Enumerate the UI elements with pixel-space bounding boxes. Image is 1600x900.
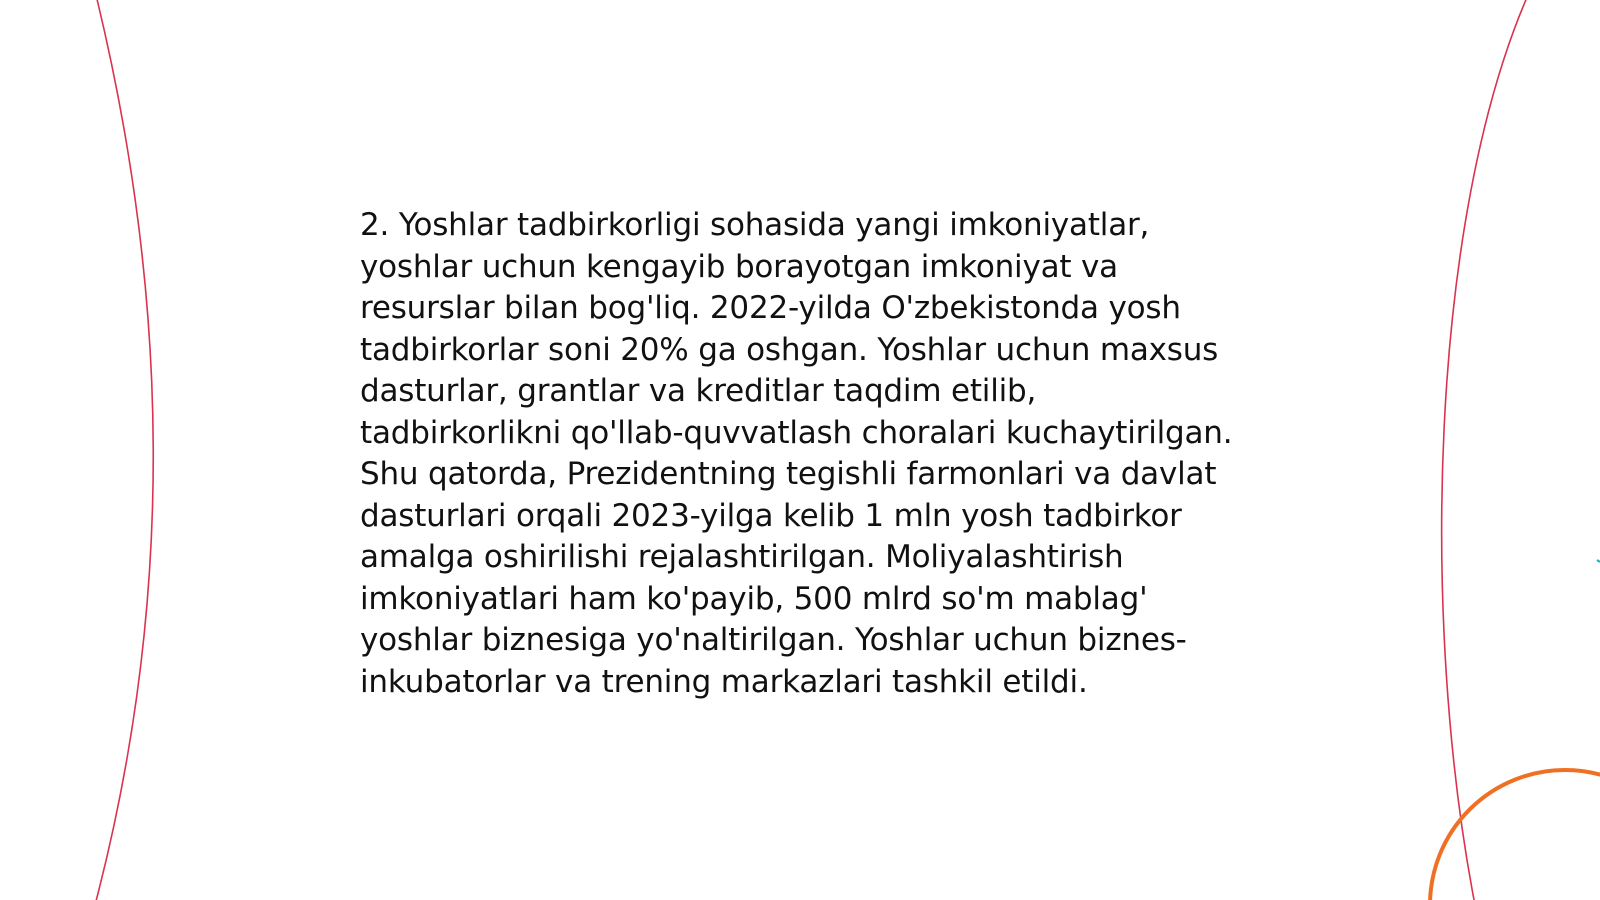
orange-circle-outline: [1430, 770, 1600, 900]
left-curve-line: [95, 0, 153, 900]
right-curve-line: [1442, 0, 1528, 900]
body-paragraph: 2. Yoshlar tadbirkorligi sohasida yangi imkoniyatlar, yoshlar uchun kengayib borayotgan imkoniyat va resurslar bilan bog'liq. 2022-yilda O'zbekistonda yosh tadbirkorlar soni 20% ga oshgan. Yoshlar uchun maxsus dasturlar, grantlar va kreditlar taqdim etilib, tadbirkorlikni qo'llab-quvvatlash choralari kuchaytirilgan. Shu qatorda, Prezidentning tegishli farmonlari va davlat dasturlari orqali 2023-yilga kelib 1 mln yosh tadbirkor amalga oshirilishi rejalashtirilgan. Moliyalashtirish imkoniyatlari ham ko'payib, 500 mlrd so'm mablag' yoshlar biznesiga yo'naltirilgan. Yoshlar uchun biznes-inkubatorlar va trening markazlari tashkil etildi.: [360, 207, 1233, 700]
